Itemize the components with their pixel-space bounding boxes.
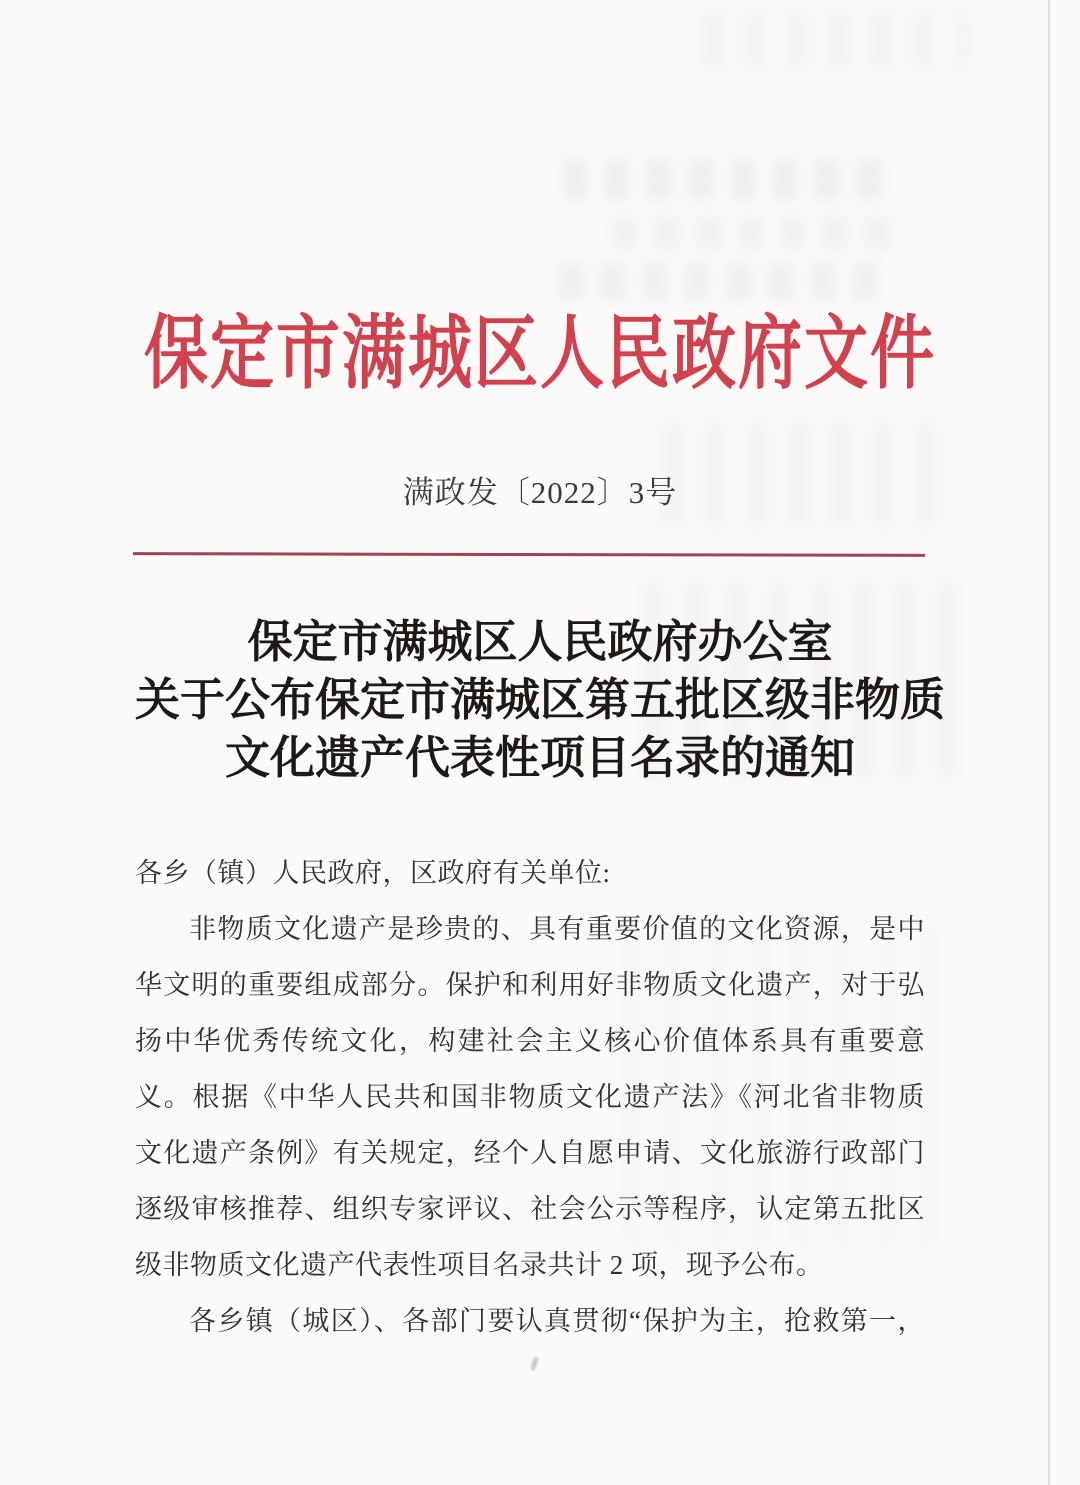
title-line-3: 文化遗产代表性项目名录的通知: [224, 733, 855, 783]
scan-speck: [530, 1356, 539, 1372]
red-divider-line: [133, 552, 925, 557]
document-number: 满政发〔2022〕3号: [402, 475, 678, 510]
salutation-line: 各乡（镇）人民政府，区政府有关单位:: [135, 858, 611, 888]
title-line-2: 关于公布保定市满城区第五批区级非物质: [134, 675, 945, 725]
bleed-through-artifact: [700, 10, 970, 70]
document-title: [80, 613, 1000, 787]
body-line: 华文明的重要组成部分。保护和利用好非物质文化遗产，对于弘: [135, 970, 925, 1000]
body-line: 义。根据《中华人民共和国非物质文化遗产法》《河北省非物质: [135, 1082, 925, 1112]
body-line: 级非物质文化遗产代表性项目名录共计 2 项，现予公布。: [135, 1250, 824, 1280]
body-line: 文化遗产条例》有关规定，经个人自愿申请、文化旅游行政部门: [135, 1138, 925, 1168]
document-body: [135, 845, 925, 1349]
red-letterhead-title: 保定市满城区人民政府文件: [144, 309, 936, 399]
body-line: 各乡镇（城区）、各部门要认真贯彻“保护为主，抢救第一，: [189, 1306, 925, 1336]
body-line: 逐级审核推荐、组织专家评议、社会公示等程序，认定第五批区: [135, 1194, 925, 1224]
scan-edge-line: [1048, 0, 1050, 1485]
bleed-through-artifact: [612, 216, 902, 250]
title-line-1: 保定市满城区人民政府办公室: [247, 617, 833, 667]
bleed-through-artifact: [562, 158, 897, 200]
body-line: 扬中华优秀传统文化，构建社会主义核心价值体系具有重要意: [135, 1026, 925, 1056]
body-line: 非物质文化遗产是珍贵的、具有重要价值的文化资源，是中: [189, 914, 925, 944]
